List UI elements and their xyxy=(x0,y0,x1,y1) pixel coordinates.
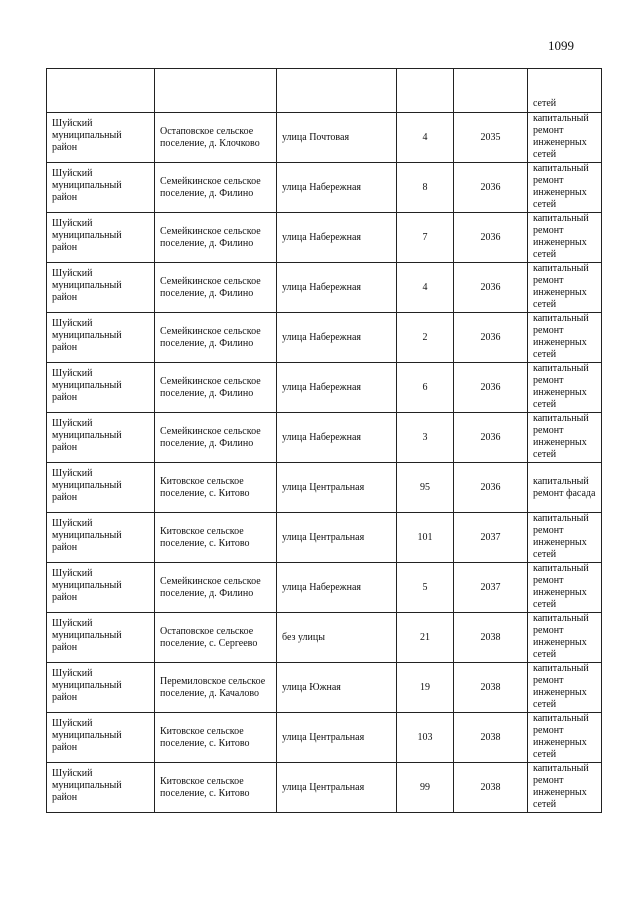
district-cell: Шуйский муниципальный район xyxy=(47,163,155,213)
table-row xyxy=(47,563,602,613)
settlement-cell: Семейкинское сельское поселение, д. Филино xyxy=(155,563,277,613)
street-cell: улица Центральная xyxy=(277,463,397,513)
settlement-cell xyxy=(155,69,277,113)
house-number-cell: 7 xyxy=(397,213,454,263)
year-cell: 2036 xyxy=(454,163,528,213)
settlement-cell: Семейкинское сельское поселение, д. Филино xyxy=(155,163,277,213)
settlement-cell: Семейкинское сельское поселение, д. Филино xyxy=(155,213,277,263)
work-type-cell: капитальный ремонт инженерных сетей xyxy=(528,763,602,813)
house-number-cell: 4 xyxy=(397,113,454,163)
year-cell: 2036 xyxy=(454,263,528,313)
street-cell: улица Центральная xyxy=(277,713,397,763)
house-number-cell: 6 xyxy=(397,363,454,413)
district-cell: Шуйский муниципальный район xyxy=(47,363,155,413)
page-number: 1099 xyxy=(548,38,574,53)
district-cell: Шуйский муниципальный район xyxy=(47,263,155,313)
settlement-cell: Китовское сельское поселение, с. Китово xyxy=(155,763,277,813)
year-cell: 2038 xyxy=(454,613,528,663)
year-cell: 2035 xyxy=(454,113,528,163)
house-number-cell xyxy=(397,69,454,113)
district-cell: Шуйский муниципальный район xyxy=(47,213,155,263)
street-cell: улица Набережная xyxy=(277,363,397,413)
table-row-continued xyxy=(47,69,602,113)
street-cell: улица Центральная xyxy=(277,513,397,563)
settlement-cell: Семейкинское сельское поселение, д. Филино xyxy=(155,363,277,413)
street-cell: улица Центральная xyxy=(277,763,397,813)
table-row xyxy=(47,613,602,663)
house-number-cell: 21 xyxy=(397,613,454,663)
house-number-cell: 101 xyxy=(397,513,454,563)
street-cell: без улицы xyxy=(277,613,397,663)
table-row xyxy=(47,413,602,463)
street-cell: улица Набережная xyxy=(277,413,397,463)
table-row xyxy=(47,713,602,763)
district-cell: Шуйский муниципальный район xyxy=(47,663,155,713)
settlement-cell: Китовское сельское поселение, с. Китово xyxy=(155,463,277,513)
work-type-cell: сетей xyxy=(528,69,602,113)
table-body xyxy=(47,69,602,813)
district-cell: Шуйский муниципальный район xyxy=(47,113,155,163)
work-type-cell: капитальный ремонт инженерных сетей xyxy=(528,563,602,613)
table-row xyxy=(47,213,602,263)
settlement-cell: Семейкинское сельское поселение, д. Филино xyxy=(155,313,277,363)
settlement-cell: Остаповское сельское поселение, с. Сергеево xyxy=(155,613,277,663)
table-row xyxy=(47,313,602,363)
work-type-cell: капитальный ремонт фасада xyxy=(528,463,602,513)
house-number-cell: 103 xyxy=(397,713,454,763)
district-cell: Шуйский муниципальный район xyxy=(47,463,155,513)
work-type-cell: капитальный ремонт инженерных сетей xyxy=(528,113,602,163)
district-cell: Шуйский муниципальный район xyxy=(47,763,155,813)
table-row xyxy=(47,463,602,513)
year-cell: 2038 xyxy=(454,713,528,763)
house-number-cell: 5 xyxy=(397,563,454,613)
street-cell: улица Набережная xyxy=(277,163,397,213)
district-cell: Шуйский муниципальный район xyxy=(47,613,155,663)
settlement-cell: Остаповское сельское поселение, д. Клочково xyxy=(155,113,277,163)
year-cell: 2037 xyxy=(454,563,528,613)
work-type-cell: капитальный ремонт инженерных сетей xyxy=(528,313,602,363)
street-cell: улица Почтовая xyxy=(277,113,397,163)
table-row xyxy=(47,513,602,563)
year-cell: 2037 xyxy=(454,513,528,563)
house-number-cell: 99 xyxy=(397,763,454,813)
street-cell xyxy=(277,69,397,113)
work-type-cell: капитальный ремонт инженерных сетей xyxy=(528,363,602,413)
work-type-cell: капитальный ремонт инженерных сетей xyxy=(528,263,602,313)
work-type-cell: капитальный ремонт инженерных сетей xyxy=(528,663,602,713)
house-number-cell: 2 xyxy=(397,313,454,363)
house-number-cell: 95 xyxy=(397,463,454,513)
street-cell: улица Южная xyxy=(277,663,397,713)
year-cell: 2038 xyxy=(454,763,528,813)
year-cell: 2036 xyxy=(454,213,528,263)
work-type-cell: капитальный ремонт инженерных сетей xyxy=(528,713,602,763)
district-cell: Шуйский муниципальный район xyxy=(47,413,155,463)
settlement-cell: Семейкинское сельское поселение, д. Филино xyxy=(155,413,277,463)
district-cell: Шуйский муниципальный район xyxy=(47,563,155,613)
district-cell xyxy=(47,69,155,113)
district-cell: Шуйский муниципальный район xyxy=(47,513,155,563)
settlement-cell: Китовское сельское поселение, с. Китово xyxy=(155,513,277,563)
table-row xyxy=(47,263,602,313)
street-cell: улица Набережная xyxy=(277,263,397,313)
settlement-cell: Китовское сельское поселение, с. Китово xyxy=(155,713,277,763)
work-type-cell: капитальный ремонт инженерных сетей xyxy=(528,163,602,213)
house-number-cell: 8 xyxy=(397,163,454,213)
street-cell: улица Набережная xyxy=(277,563,397,613)
table-row xyxy=(47,163,602,213)
house-number-cell: 19 xyxy=(397,663,454,713)
district-cell: Шуйский муниципальный район xyxy=(47,313,155,363)
year-cell: 2038 xyxy=(454,663,528,713)
year-cell: 2036 xyxy=(454,463,528,513)
work-type-cell: капитальный ремонт инженерных сетей xyxy=(528,513,602,563)
street-cell: улица Набережная xyxy=(277,213,397,263)
year-cell: 2036 xyxy=(454,313,528,363)
settlement-cell: Семейкинское сельское поселение, д. Филино xyxy=(155,263,277,313)
table-row xyxy=(47,113,602,163)
table-row xyxy=(47,663,602,713)
work-type-cell: капитальный ремонт инженерных сетей xyxy=(528,413,602,463)
street-cell: улица Набережная xyxy=(277,313,397,363)
work-type-cell: капитальный ремонт инженерных сетей xyxy=(528,613,602,663)
house-number-cell: 4 xyxy=(397,263,454,313)
district-cell: Шуйский муниципальный район xyxy=(47,713,155,763)
year-cell: 2036 xyxy=(454,413,528,463)
year-cell: 2036 xyxy=(454,363,528,413)
house-number-cell: 3 xyxy=(397,413,454,463)
table-row xyxy=(47,363,602,413)
repair-schedule-table xyxy=(46,68,602,813)
settlement-cell: Перемиловское сельское поселение, д. Качалово xyxy=(155,663,277,713)
year-cell xyxy=(454,69,528,113)
work-type-cell: капитальный ремонт инженерных сетей xyxy=(528,213,602,263)
table-row xyxy=(47,763,602,813)
